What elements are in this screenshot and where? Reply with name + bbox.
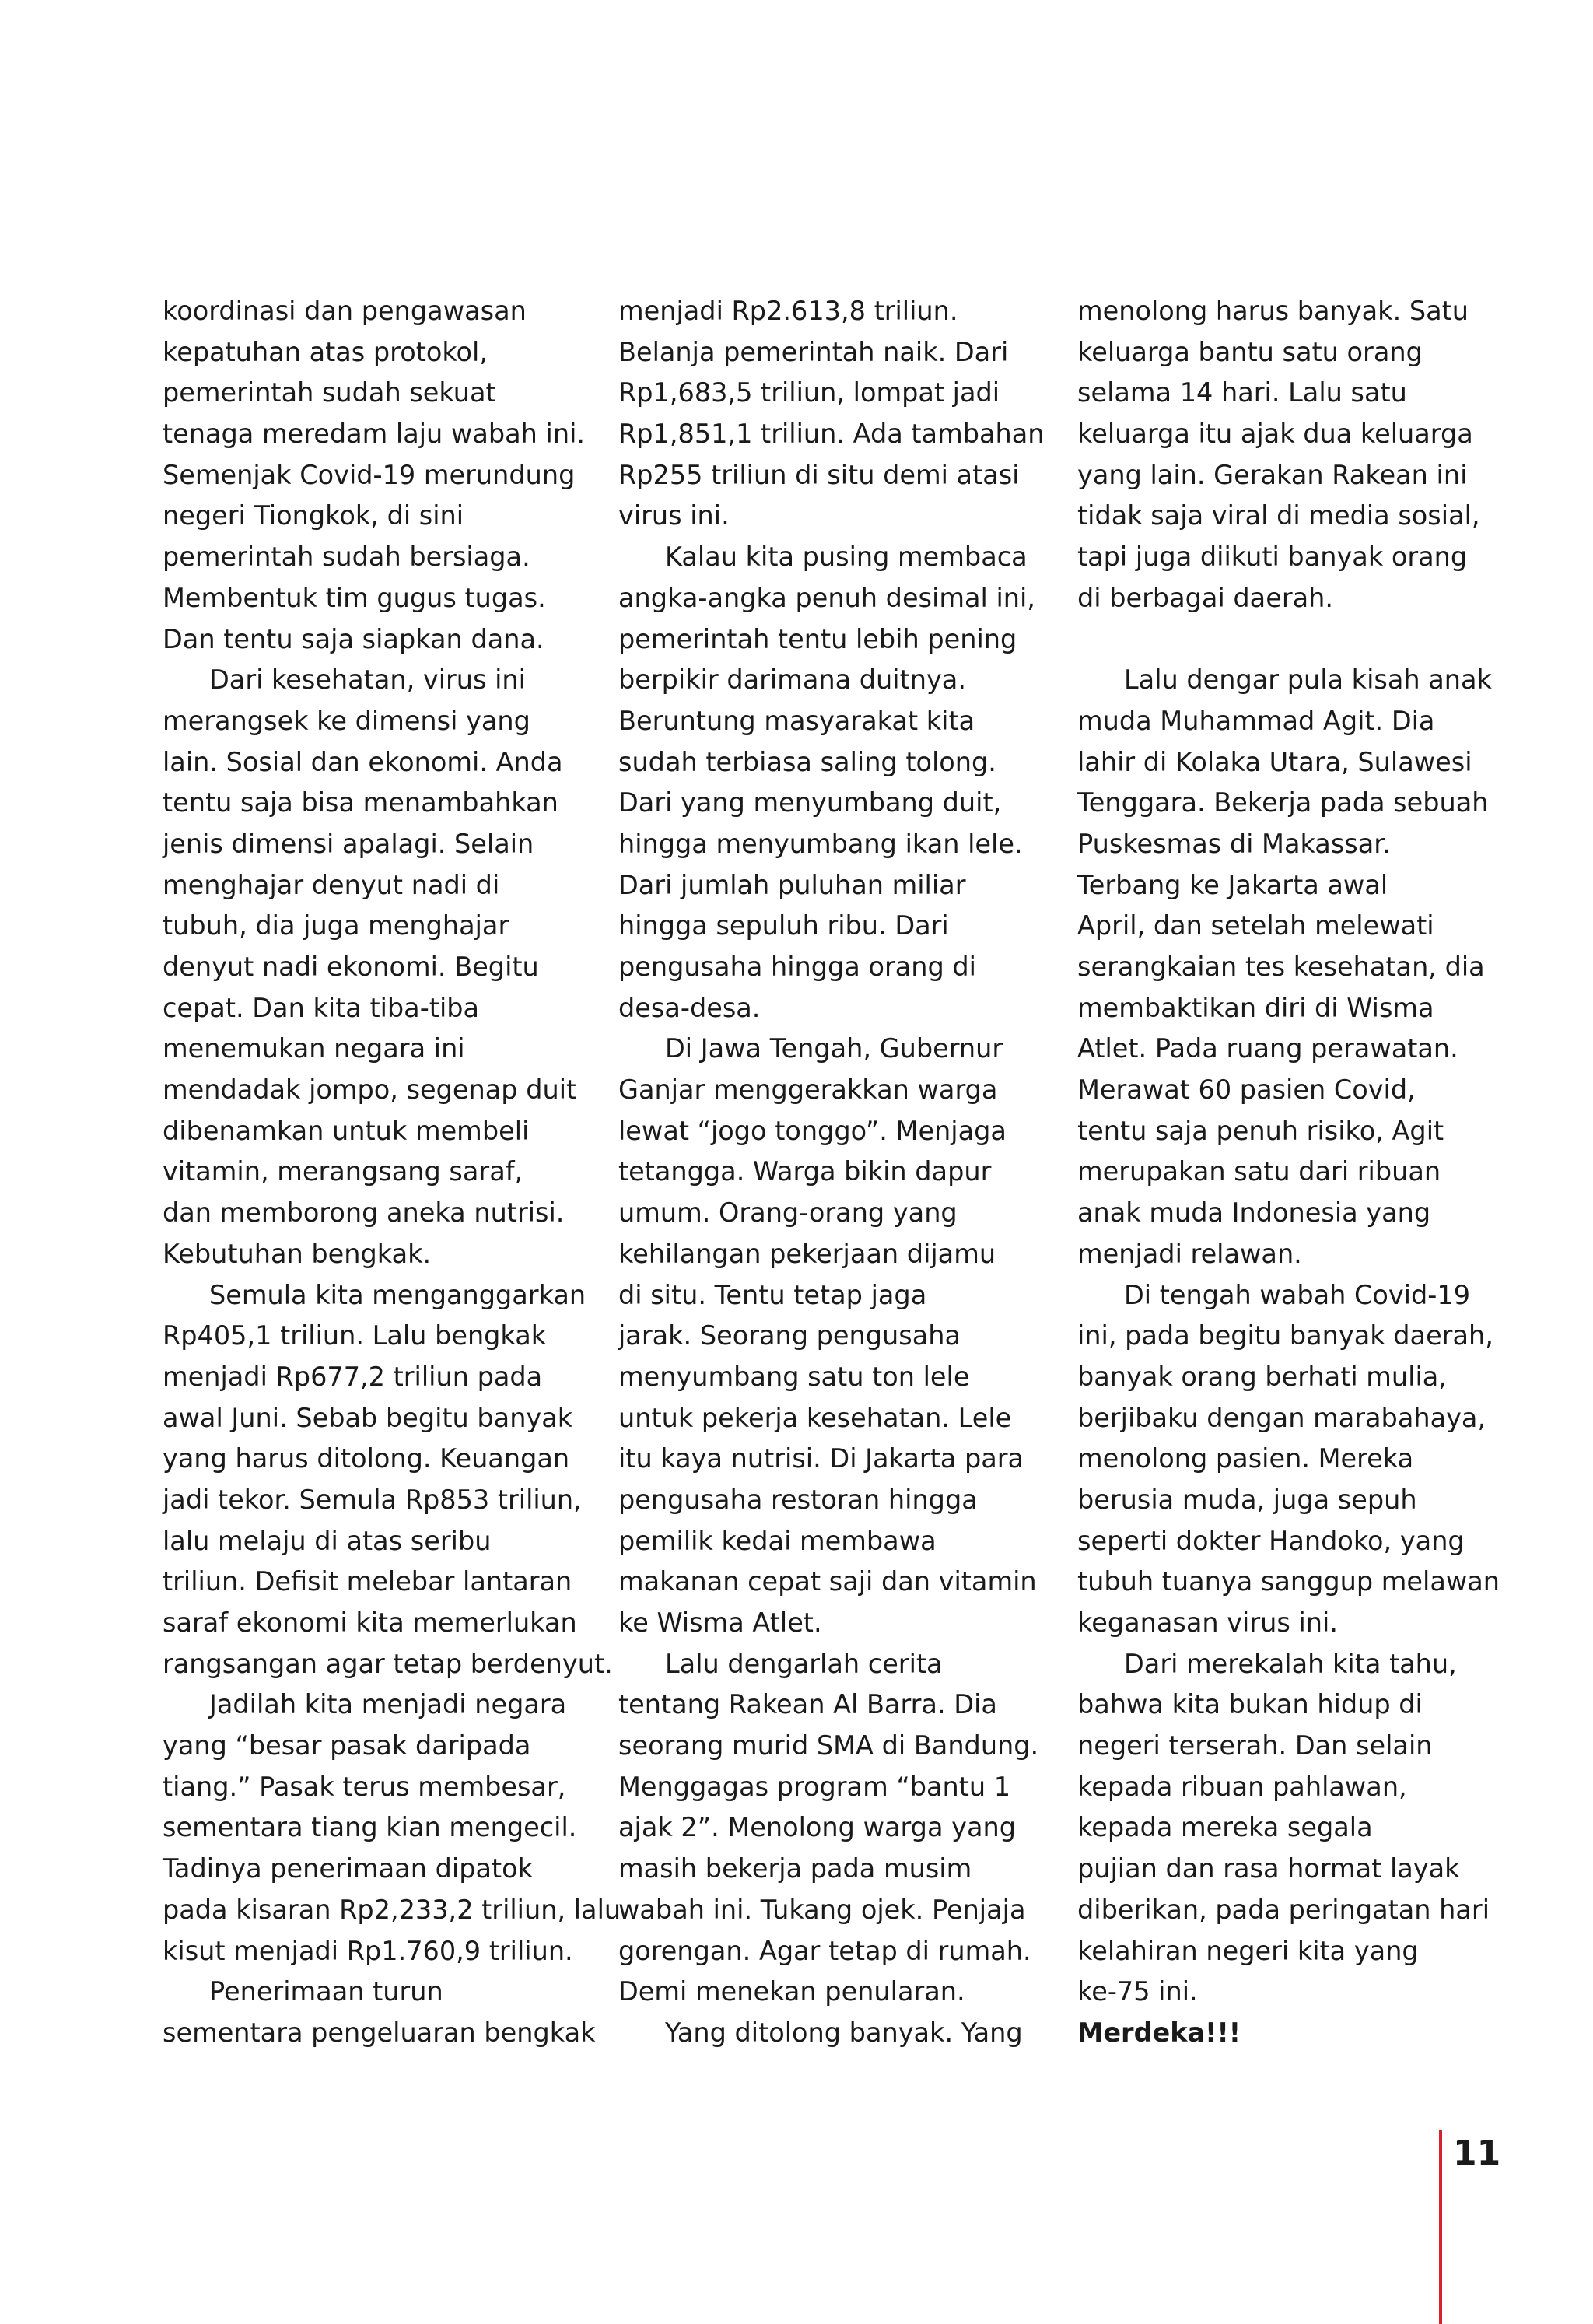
article-column-1	[163, 291, 621, 2054]
text-line: selama 14 hari. Lalu satu	[1077, 377, 1407, 408]
text-line: angka-angka penuh desimal ini,	[618, 582, 1035, 613]
text-line: anak muda Indonesia yang	[1077, 1197, 1431, 1229]
text-line: berjibaku dengan marabahaya,	[1077, 1402, 1486, 1433]
text-line: banyak orang berhati mulia,	[1077, 1361, 1447, 1392]
text-line: Semula kita menganggarkan	[209, 1279, 586, 1310]
text-line: masih bekerja pada musim	[618, 1853, 972, 1884]
text-line: Rp1,683,5 triliun, lompat jadi	[618, 377, 1000, 408]
text-line: Puskesmas di Makassar.	[1077, 828, 1391, 859]
text-line: keganasan virus ini.	[1077, 1607, 1338, 1638]
text-line: diberikan, pada peringatan hari	[1077, 1894, 1490, 1925]
text-line: yang harus ditolong. Keuangan	[163, 1443, 570, 1474]
text-line: Rp255 triliun di situ demi atasi	[618, 459, 1020, 490]
text-line: umum. Orang-orang yang	[618, 1197, 958, 1229]
text-line: ajak 2”. Menolong warga yang	[618, 1812, 1016, 1843]
text-line: tenaga meredam laju wabah ini.	[163, 419, 586, 450]
text-line: Merawat 60 pasien Covid,	[1077, 1074, 1416, 1106]
text-line: makanan cepat saji dan vitamin	[618, 1566, 1037, 1597]
text-line: tapi juga diikuti banyak orang	[1077, 542, 1468, 573]
text-line: Kalau kita pusing membaca	[665, 542, 1028, 573]
text-line: wabah ini. Tukang ojek. Penjaja	[618, 1894, 1026, 1925]
text-line: mendadak jompo, segenap duit	[163, 1074, 577, 1106]
page-number-rule	[1439, 2130, 1442, 2324]
text-line: tetangga. Warga bikin dapur	[618, 1156, 992, 1187]
text-line: Dari jumlah puluhan miliar	[618, 869, 966, 900]
text-line: Kebutuhan bengkak.	[163, 1238, 432, 1269]
text-line: yang “besar pasak daripada	[163, 1730, 531, 1761]
text-line: Dari kesehatan, virus ini	[209, 664, 526, 696]
text-line: lalu melaju di atas seribu	[163, 1525, 492, 1556]
text-line: lewat “jogo tonggo”. Menjaga	[618, 1115, 1007, 1146]
text-line: menghajar denyut nadi di	[163, 869, 500, 900]
text-line: bahwa kita bukan hidup di	[1077, 1689, 1423, 1720]
text-line: merangsek ke dimensi yang	[163, 705, 530, 736]
text-line: denyut nadi ekonomi. Begitu	[163, 952, 539, 982]
text-line: tentu saja penuh risiko, Agit	[1077, 1115, 1444, 1146]
text-line: serangkaian tes kesehatan, dia	[1077, 952, 1485, 982]
text-line: tiang.” Pasak terus membesar,	[163, 1771, 566, 1802]
closing-exclamation: Merdeka!!!	[1077, 2017, 1241, 2048]
text-line: kelahiran negeri kita yang	[1077, 1935, 1419, 1966]
text-line: muda Muhammad Agit. Dia	[1077, 705, 1435, 736]
text-line: jenis dimensi apalagi. Selain	[163, 828, 534, 859]
text-line: Rp1,851,1 triliun. Ada tambahan	[618, 419, 1045, 450]
text-line: lain. Sosial dan ekonomi. Anda	[163, 746, 563, 777]
text-line: ke Wisma Atlet.	[618, 1607, 822, 1638]
text-line: pemerintah tentu lebih pening	[618, 623, 1017, 654]
paragraph-gap	[1077, 619, 1513, 661]
text-line: menjadi relawan.	[1077, 1238, 1302, 1269]
text-line: seperti dokter Handoko, yang	[1077, 1525, 1465, 1556]
text-line: Yang ditolong banyak. Yang	[665, 2017, 1023, 2048]
text-line: lahir di Kolaka Utara, Sulawesi	[1077, 746, 1472, 777]
text-line: virus ini.	[618, 500, 730, 531]
text-line: pemilik kedai membawa	[618, 1525, 937, 1556]
text-line: kehilangan pekerjaan dijamu	[618, 1238, 996, 1269]
text-line: kepada mereka segala	[1077, 1812, 1373, 1843]
text-line: koordinasi dan pengawasan	[163, 296, 527, 326]
article-column-3	[1077, 291, 1513, 2054]
text-line: Lalu dengar pula kisah anak	[1124, 664, 1492, 696]
text-line: gorengan. Agar tetap di rumah.	[618, 1935, 1031, 1966]
text-line: Tenggara. Bekerja pada sebuah	[1077, 787, 1489, 818]
text-line: pengusaha hingga orang di	[618, 952, 976, 982]
text-line: Atlet. Pada ruang perawatan.	[1077, 1033, 1458, 1064]
text-line: kepada ribuan pahlawan,	[1077, 1771, 1407, 1802]
text-line: kisut menjadi Rp1.760,9 triliun.	[163, 1935, 573, 1966]
text-line: Penerimaan turun	[209, 1976, 443, 2007]
text-line: vitamin, merangsang saraf,	[163, 1156, 523, 1187]
text-line: rangsangan agar tetap berdenyut.	[163, 1648, 613, 1679]
text-line: awal Juni. Sebab begitu banyak	[163, 1402, 573, 1433]
text-line: jarak. Seorang pengusaha	[618, 1320, 961, 1351]
text-line: Terbang ke Jakarta awal	[1077, 869, 1388, 900]
text-line: tubuh tuanya sanggup melawan	[1077, 1566, 1500, 1597]
text-line: menemukan negara ini	[163, 1033, 465, 1064]
text-line: dibenamkan untuk membeli	[163, 1115, 530, 1146]
text-line: tentu saja bisa menambahkan	[163, 787, 558, 818]
text-line: keluarga bantu satu orang	[1077, 336, 1423, 367]
text-line: Dari yang menyumbang duit,	[618, 787, 1002, 818]
text-line: yang lain. Gerakan Rakean ini	[1077, 459, 1468, 490]
text-line: ke-75 ini.	[1077, 1976, 1198, 2007]
text-line: berusia muda, juga sepuh	[1077, 1484, 1417, 1515]
text-line: di situ. Tentu tetap jaga	[618, 1279, 927, 1310]
text-line: seorang murid SMA di Bandung.	[618, 1730, 1039, 1761]
text-line: saraf ekonomi kita memerlukan	[163, 1607, 577, 1638]
text-line: keluarga itu ajak dua keluarga	[1077, 419, 1473, 450]
text-line: berpikir darimana duitnya.	[618, 664, 966, 696]
text-line: Rp405,1 triliun. Lalu bengkak	[163, 1320, 547, 1351]
text-line: untuk pekerja kesehatan. Lele	[618, 1402, 1012, 1433]
text-line: menjadi Rp2.613,8 triliun.	[618, 296, 958, 326]
text-line: Beruntung masyarakat kita	[618, 705, 975, 736]
text-line: Semenjak Covid-19 merundung	[163, 459, 576, 490]
text-line: Jadilah kita menjadi negara	[209, 1689, 567, 1720]
text-line: sudah terbiasa saling tolong.	[618, 746, 996, 777]
text-line: menyumbang satu ton lele	[618, 1361, 970, 1392]
text-line: membaktikan diri di Wisma	[1077, 992, 1434, 1023]
text-line: pujian dan rasa hormat layak	[1077, 1853, 1460, 1884]
text-line: desa-desa.	[618, 992, 761, 1023]
text-line: Membentuk tim gugus tugas.	[163, 582, 546, 613]
text-line: pengusaha restoran hingga	[618, 1484, 978, 1515]
text-line: tentang Rakean Al Barra. Dia	[618, 1689, 997, 1720]
text-line: sementara tiang kian mengecil.	[163, 1812, 577, 1843]
text-line: merupakan satu dari ribuan	[1077, 1156, 1441, 1187]
text-line: dan memborong aneka nutrisi.	[163, 1197, 565, 1229]
text-line: Ganjar menggerakkan warga	[618, 1074, 998, 1106]
text-line: Lalu dengarlah cerita	[665, 1648, 943, 1679]
text-line: Belanja pemerintah naik. Dari	[618, 336, 1009, 367]
text-line: Tadinya penerimaan dipatok	[163, 1853, 534, 1884]
text-line: pada kisaran Rp2,233,2 triliun, lalu	[163, 1894, 621, 1925]
text-line: menolong pasien. Mereka	[1077, 1443, 1414, 1474]
text-line: Demi menekan penularan.	[618, 1976, 965, 2007]
text-line: tidak saja viral di media sosial,	[1077, 500, 1480, 531]
text-line: pemerintah sudah bersiaga.	[163, 542, 530, 573]
text-line: Di Jawa Tengah, Gubernur	[665, 1033, 1003, 1064]
text-line: negeri terserah. Dan selain	[1077, 1730, 1433, 1761]
text-line: April, dan setelah melewati	[1077, 910, 1434, 941]
text-line: Di tengah wabah Covid-19	[1124, 1279, 1471, 1310]
article-column-2	[618, 291, 1054, 2054]
text-line: menjadi Rp677,2 triliun pada	[163, 1361, 543, 1392]
text-line: ini, pada begitu banyak daerah,	[1077, 1320, 1493, 1351]
text-line: Dari merekalah kita tahu,	[1124, 1648, 1457, 1679]
text-line: negeri Tiongkok, di sini	[163, 500, 464, 531]
text-line: sementara pengeluaran bengkak	[163, 2017, 596, 2048]
text-line: jadi tekor. Semula Rp853 triliun,	[163, 1484, 582, 1515]
text-line: Dan tentu saja siapkan dana.	[163, 623, 544, 654]
text-line: Menggagas program “bantu 1	[618, 1771, 1011, 1802]
text-line: tubuh, dia juga menghajar	[163, 910, 509, 941]
text-line: pemerintah sudah sekuat	[163, 377, 496, 408]
text-line: hingga menyumbang ikan lele.	[618, 828, 1023, 859]
text-line: di berbagai daerah.	[1077, 582, 1333, 613]
text-line: hingga sepuluh ribu. Dari	[618, 910, 949, 941]
text-line: menolong harus banyak. Satu	[1077, 296, 1469, 326]
text-line: cepat. Dan kita tiba-tiba	[163, 992, 480, 1023]
text-line: triliun. Defisit melebar lantaran	[163, 1566, 572, 1597]
page-number: 11	[1453, 2133, 1501, 2173]
text-line: itu kaya nutrisi. Di Jakarta para	[618, 1443, 1024, 1474]
text-line: kepatuhan atas protokol,	[163, 336, 488, 367]
